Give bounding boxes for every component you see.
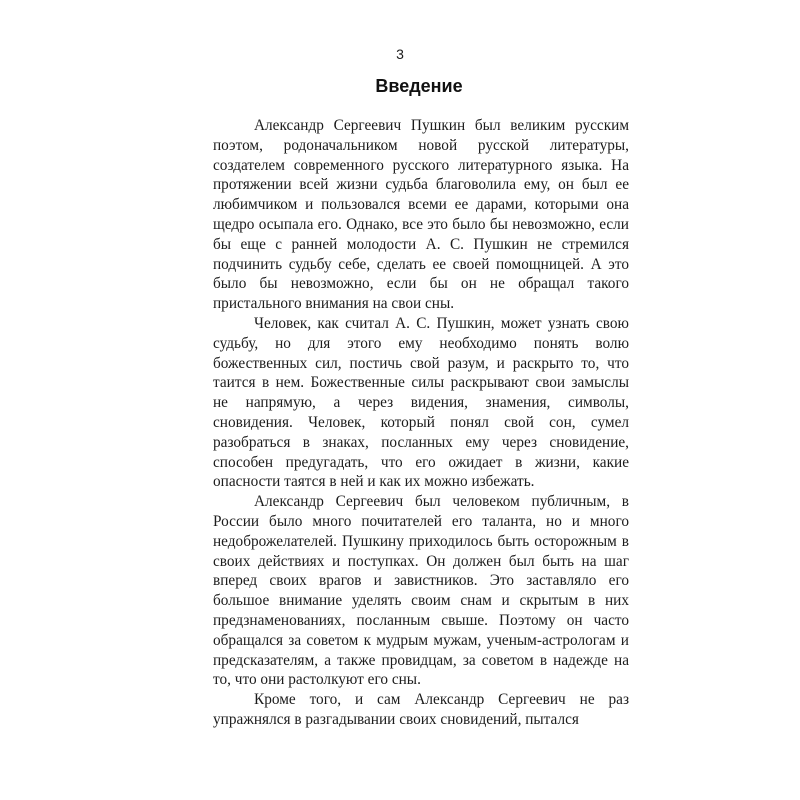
paragraph-3: Александр Сергеевич был человеком публичным, в России было много почитателей его таланта, но и много недоброжелателей. Пушкину приходилось быть осторожным в своих действиях и поступках. Он должен был быть на шаг вперед своих врагов и завистников. Это заставляло его большое внимание уделять своим снам и скрытым в них предзнаменованиях, посланным свыше. Поэтому он часто обращался за советом к мудрым мужам, ученым-астрологам и предсказателям, а также провидцам, за советом в надежде на то, что они растолкуют его сны. xyxy=(213,493,629,689)
chapter-heading: Введение xyxy=(375,76,463,96)
body-text xyxy=(213,116,629,730)
paragraph-1: Александр Сергеевич Пушкин был великим русским поэтом, родоначальником новой русской литературы, создателем современного русского литературного языка. На протяжении всей жизни судьба благоволила ему, он был ее любимчиком и пользовался всеми ее дарами, которыми она щедро осыпала его. Однако, все это было бы невозможно, если бы еще с ранней молодости А. С. Пушкин не стремился подчинить судьбу себе, сделать ее своей помощницей. А это было бы невозможно, если бы он не обращал такого пристального внимания на свои сны. xyxy=(213,117,629,313)
page-number: 3 xyxy=(396,46,404,62)
paragraph-2: Человек, как считал А. С. Пушкин, может узнать свою судьбу, но для этого ему необходимо понять волю божественных сил, постичь свой разум, и раскрыто то, что таится в нем. Божественные силы раскрывают свои замыслы не напрямую, а через видения, знамения, символы, сновидения. Человек, который понял свой сон, сумел разобраться в знаках, посланных ему через сновидение, способен предугадать, что его ожидает в жизни, какие опасности таятся в ней и как их можно избежать. xyxy=(213,314,629,491)
paragraph-4: Кроме того, и сам Александр Сергеевич не раз упражнялся в разгадывании своих сновидений, пытался xyxy=(213,691,629,728)
